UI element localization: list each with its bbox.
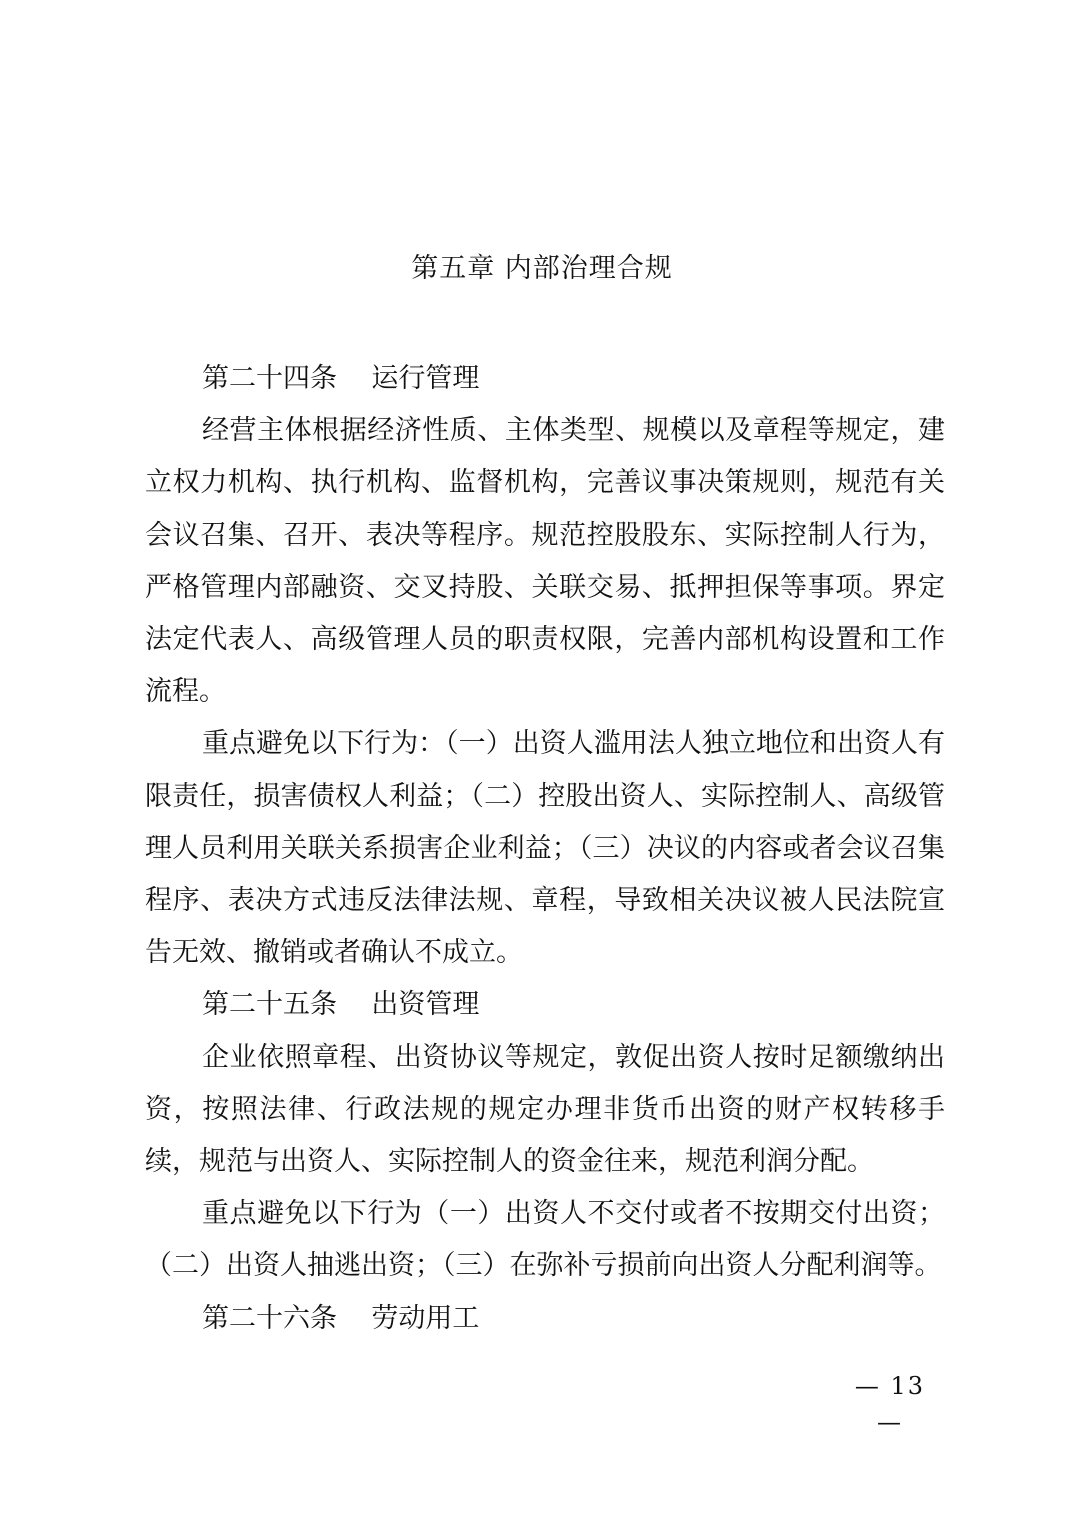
- article-25-heading: 第二十五条 出资管理: [202, 989, 480, 1021]
- article-25-paragraph-2: 重点避免以下行为（一）出资人不交付或者不按期交付出资；（二）出资人抽逃出资；（三）在弥补亏损前向出资人分配利润等。: [145, 1198, 945, 1282]
- page-number: — 13 —: [854, 1372, 926, 1436]
- article-24-paragraph-1: 经营主体根据经济性质、主体类型、规模以及章程等规定，建立权力机构、执行机构、监督机构，完善议事决策规则，规范有关会议召集、召开、表决等程序。规范控股股东、实际控制人行为，严格管理内部融资、交叉持股、关联交易、抵押担保等事项。界定法定代表人、高级管理人员的职责权限，完善内部机构设置和工作流程。: [145, 415, 945, 708]
- article-24-paragraph-2: 重点避免以下行为：（一）出资人滥用法人独立地位和出资人有限责任，损害债权人利益；（二）控股出资人、实际控制人、高级管理人员利用关联关系损害企业利益；（三）决议的内容或者会议召集程序、表决方式违反法律法规、章程，导致相关决议被人民法院宣告无效、撤销或者确认不成立。: [145, 728, 945, 969]
- document-body: [145, 353, 945, 1345]
- chapter-title: 第五章 内部治理合规: [411, 253, 673, 284]
- article-26-heading: 第二十六条 劳动用工: [202, 1302, 480, 1334]
- article-25-paragraph-1: 企业依照章程、出资协议等规定，敦促出资人按时足额缴纳出资，按照法律、行政法规的规定办理非货币出资的财产权转移手续，规范与出资人、实际控制人的资金往来，规范利润分配。: [145, 1041, 945, 1178]
- article-24-heading: 第二十四条 运行管理: [202, 363, 480, 394]
